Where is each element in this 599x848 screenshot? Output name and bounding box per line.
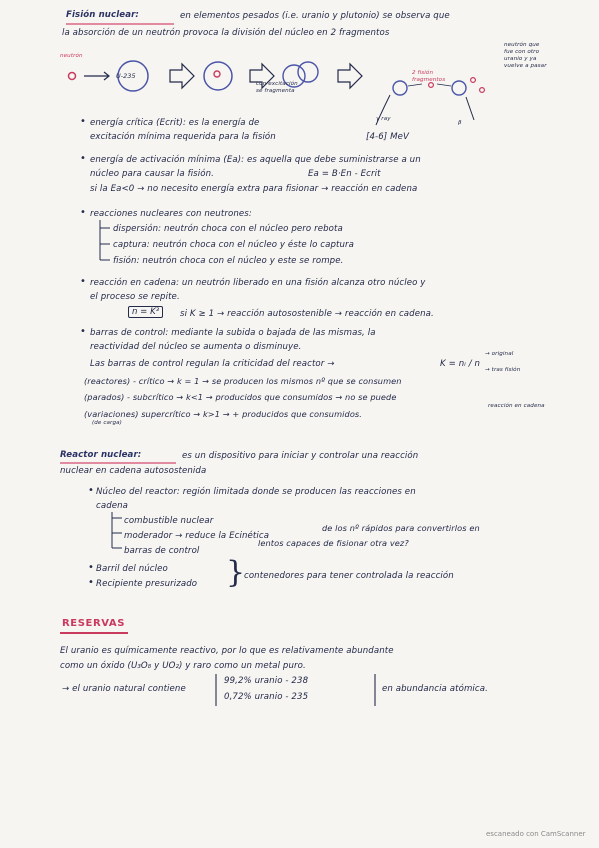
reactor-heading-underline — [60, 462, 176, 464]
fragment-icon — [452, 81, 466, 95]
reactor-heading: Reactor nuclear: — [60, 450, 142, 460]
neutron-label: neutrón — [60, 53, 83, 59]
isotope-u238: 99,2% uranio - 238 — [224, 676, 309, 686]
reactor-item: barras de control — [124, 546, 200, 556]
cadena-line2: el proceso se repite. — [90, 292, 180, 302]
bullet-icon: • — [80, 153, 86, 164]
bar-right-icon — [372, 674, 378, 708]
reaccion-item: captura: neutrón choca con el núcleo y éste lo captura — [113, 240, 355, 250]
block-arrow-icon — [338, 64, 362, 88]
energia-activacion-line3: si la Ea<0 → no necesito energía extra para fisionar → reacción en cadena — [90, 184, 418, 194]
nucleo-line2: cadena — [96, 501, 129, 511]
reservas-line1: El uranio es químicamente reactivo, por lo que es relativamente abundante — [60, 646, 394, 656]
scanner-watermark: escaneado con CamScanner — [486, 830, 586, 838]
cadena-formula-box: n = K³ — [128, 306, 163, 318]
reaccion-item: fisión: neutrón choca con el núcleo y este se rompe. — [113, 256, 344, 266]
barril-label: Barril del núcleo — [96, 564, 168, 574]
barras-critico: (reactores) - crítico → k = 1 → se producen los mismos nº que se consumen — [84, 376, 402, 386]
neutron-icon — [69, 73, 76, 80]
fision-heading-underline — [66, 23, 174, 25]
beta-particle-icon — [466, 97, 474, 120]
reacciones-title: reacciones nucleares con neutrones: — [90, 209, 252, 219]
reactor-line1: es un dispositivo para iniciar y controlar una reacción — [182, 451, 419, 461]
reservas-heading-underline — [60, 632, 128, 634]
energia-activacion-line2: núcleo para causar la fisión. — [90, 169, 214, 179]
reservas-abundance: en abundancia atómica. — [382, 684, 488, 694]
fision-heading: Fisión nuclear: — [66, 10, 139, 20]
bullet-icon: • — [80, 326, 86, 337]
bullet-icon: • — [80, 207, 86, 218]
fragments-label: 2 fisión fragmentos — [412, 70, 446, 83]
beta-label: β — [458, 120, 462, 126]
bullet-icon: • — [80, 276, 86, 287]
nucleo-line1: Núcleo del reactor: región limitada donde se producen las reacciones en — [96, 487, 416, 497]
contenedores-label: contenedores para tener controlada la reacción — [244, 571, 454, 581]
energia-activacion-formula: Ea = B·En - Ecrit — [308, 169, 381, 179]
bullet-icon: • — [88, 485, 94, 496]
excitation-label: con excitación se fragmenta — [256, 81, 298, 94]
barras-line2: reactividad del núcleo se aumenta o disminuye. — [90, 342, 302, 352]
diagram-side-note: neutrón que fue con otro uranio y ya vuelve a pasar — [504, 42, 547, 69]
energia-critica-line2: excitación mínima requerida para la fisión — [90, 132, 276, 142]
energia-activacion-line1: energía de activación mínima (Ea): es aquella que debe suministrarse a un — [90, 155, 421, 165]
barras-supercritico-note: (de carga) — [92, 420, 122, 426]
reactor-line2: nuclear en cadena autosostenida — [60, 466, 207, 476]
brace-icon: } — [226, 555, 246, 590]
k-top-note: → original — [485, 351, 514, 357]
bullet-icon: • — [80, 116, 86, 127]
reservas-line2: como un óxido (U₃O₈ y UO₂) y raro como un metal puro. — [60, 661, 306, 671]
bullet-icon: • — [88, 577, 94, 588]
reactor-item: moderador → reduce la Ecinética — [124, 531, 270, 541]
barras-subcritico: (parados) - subcrítico → k<1 → producidos que consumidos → no se puede — [84, 392, 397, 402]
k-bottom-note: → tras fisión — [485, 367, 521, 373]
isotope-u235: 0,72% uranio - 235 — [224, 692, 309, 702]
k-formula: K = nᵢ / n — [440, 359, 481, 369]
barras-subcritico-note: reacción en cadena — [488, 403, 545, 409]
block-arrow-icon — [170, 64, 194, 88]
excited-nucleus-icon — [204, 62, 232, 90]
reaccion-item: dispersión: neutrón choca con el núcleo pero rebota — [113, 224, 343, 234]
fision-line2: la absorción de un neutrón provoca la división del núcleo en 2 fragmentos — [62, 28, 390, 38]
barras-supercritico: (variaciones) supercrítico → k>1 → + producidos que consumidos. — [84, 409, 363, 419]
moderador-note2: lentos capaces de fisionar otra vez? — [258, 538, 409, 548]
fision-line1: en elementos pesados (i.e. uranio y plutonio) se observa que — [180, 11, 450, 21]
bullet-icon: • — [88, 562, 94, 573]
barras-line3: Las barras de control regulan la criticidad del reactor → — [90, 359, 335, 369]
energia-critica-range: [4-6] MeV — [366, 132, 409, 142]
energia-critica-line1: energía crítica (Ecrit): es la energía de — [90, 118, 260, 128]
nucleus-label: U-235 — [116, 72, 136, 80]
moderador-note1: de los nº rápidos para convertirlos en — [322, 523, 480, 533]
reservas-heading: RESERVAS — [62, 618, 126, 629]
reservas-natural: → el uranio natural contiene — [62, 684, 186, 694]
gamma-label: γ ray — [376, 116, 391, 122]
bar-left-icon — [213, 674, 219, 708]
barras-line1: barras de control: mediante la subida o bajada de las mismas, la — [90, 328, 376, 338]
cadena-condition: si K ≥ 1 → reacción autosostenible → reacción en cadena. — [180, 309, 434, 319]
recipiente-label: Recipiente presurizado — [96, 579, 198, 589]
fragment-icon — [393, 81, 407, 95]
reactor-item: combustible nuclear — [124, 516, 214, 526]
cadena-line1: reacción en cadena: un neutrón liberado en una fisión alcanza otro núcleo y — [90, 278, 426, 288]
